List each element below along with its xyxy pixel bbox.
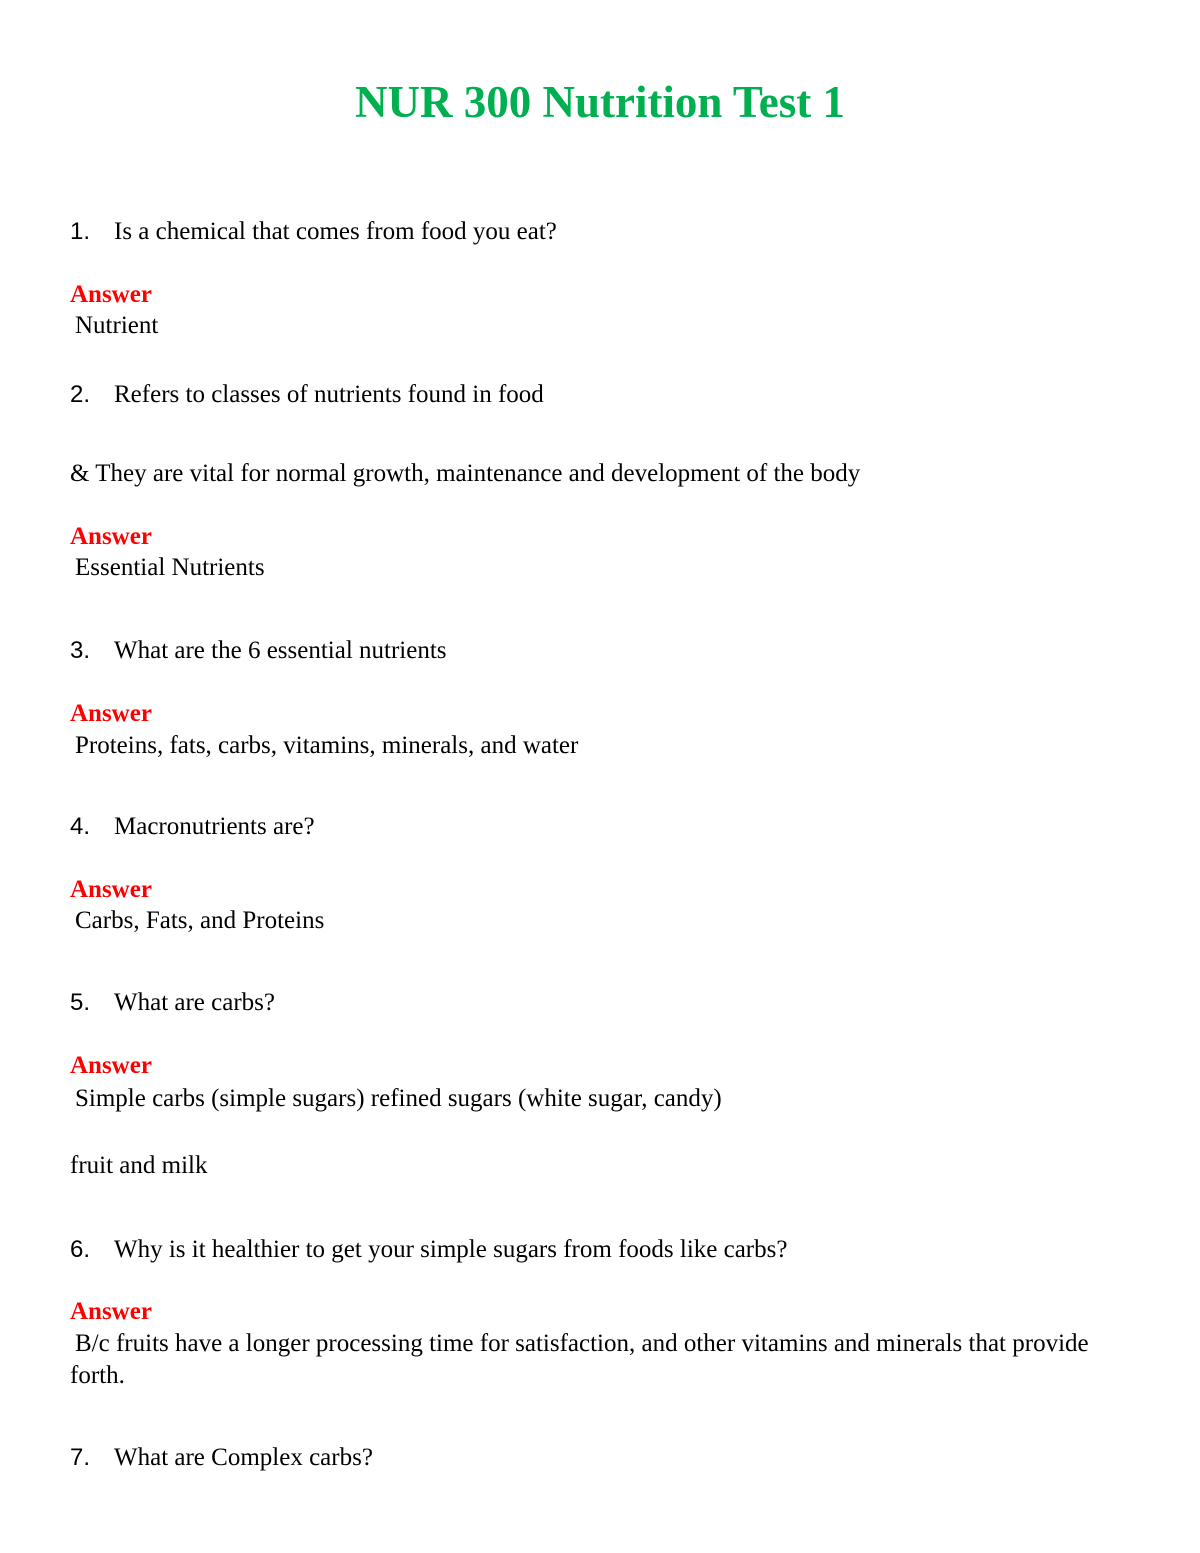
answer-continuation: fruit and milk [70, 1152, 208, 1179]
answer-label: Answer [70, 1298, 152, 1325]
question-number: 6. [70, 1236, 91, 1263]
answer-text: Nutrient [75, 312, 159, 339]
question-text: What are Complex carbs? [114, 1444, 373, 1471]
question-number: 1. [70, 218, 91, 245]
answer-label: Answer [70, 700, 152, 727]
question-4 [70, 810, 315, 844]
question-text: What are carbs? [114, 989, 275, 1016]
answer-text: Simple carbs (simple sugars) refined sugars (white sugar, candy) [75, 1085, 722, 1112]
question-number: 3. [70, 637, 91, 664]
answer-text: Essential Nutrients [75, 554, 265, 581]
answer-label: Answer [70, 281, 152, 308]
question-text: What are the 6 essential nutrients [114, 637, 447, 664]
question-number: 5. [70, 989, 91, 1016]
question-2 [70, 378, 544, 412]
question-7 [70, 1441, 373, 1475]
question-5 [70, 986, 275, 1020]
question-text: Why is it healthier to get your simple sugars from foods like carbs? [114, 1236, 788, 1263]
answer-label: Answer [70, 523, 152, 550]
question-number: 4. [70, 813, 91, 840]
question-continuation: & They are vital for normal growth, maintenance and development of the body [70, 460, 861, 487]
answer-text: Proteins, fats, carbs, vitamins, minerals, and water [75, 732, 579, 759]
question-6 [70, 1233, 787, 1267]
document-title: NUR 300 Nutrition Test 1 [354, 77, 846, 127]
question-text: Macronutrients are? [114, 813, 315, 840]
answer-label: Answer [70, 876, 152, 903]
question-number: 7. [70, 1444, 91, 1471]
answer-label: Answer [70, 1052, 152, 1079]
question-1 [70, 215, 557, 249]
question-text: Is a chemical that comes from food you eat? [114, 218, 557, 245]
question-3 [70, 634, 447, 668]
question-text: Refers to classes of nutrients found in food [114, 381, 544, 408]
question-number: 2. [70, 381, 91, 408]
answer-text: Carbs, Fats, and Proteins [75, 907, 325, 934]
answer-text: B/c fruits have a longer processing time for satisfaction, and other vitamins and minerals that provide forth. [70, 1330, 1089, 1389]
